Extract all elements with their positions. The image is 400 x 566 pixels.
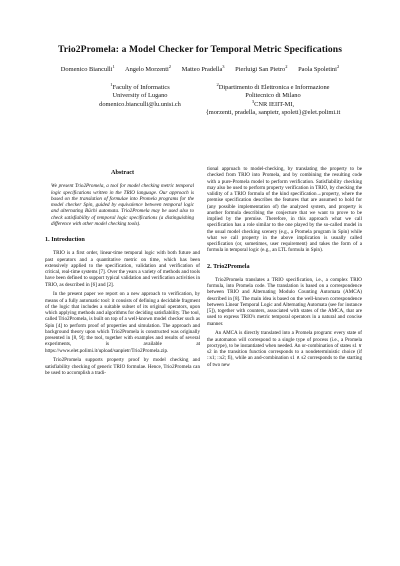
section-heading-trio2promela: 2. Trio2Promela <box>207 262 250 270</box>
author-list <box>0 66 400 73</box>
affiliation-mark: 3 <box>251 98 255 104</box>
affiliation-line: Faculty of Informatics <box>112 84 170 91</box>
affiliation-mark: 1 <box>110 82 113 87</box>
intro-paragraph: Trio2Promela supports property proof by model checking and satisfiability checking of generic TRIO formulae. Hence, Trio2Promela can be used to accomplish a tradi- <box>45 357 200 376</box>
body-paragraph: tional approach to model-checking, by translating the property to be checked from TRIO into Promela, and by combining the resulting code with a pure-Promela model to perform verification. Satisfiability checking may also be used to perform property verification in TRIO, by checking the validity of a TRIO formula of the kind specification→property, where the premise specification describes the features that are assumed to hold for (any possible implementation of) the analyzed system, and property is another formula describing the conjecture that we want to prove to be implied by the premise. Therefore, in this approach what we call specification has a role similar to the one played by the so-called model in the usual model checking scenery (e.g., a Promela program in Spin) while what we call property in the above implication is usually called specification (or, sometimes, user requirement) and takes the form of a formula in temporal logic (e.g., an LTL formula in Spin). <box>207 166 362 254</box>
author-name: Domenico Bianculli <box>60 66 113 73</box>
author-affiliation-mark: 2 <box>336 64 340 69</box>
author-name: Paola Spoletini <box>298 66 337 73</box>
author-email: domenico.bianculli@lu.unisi.ch <box>99 100 181 108</box>
affiliation-mark: 2 <box>216 82 219 87</box>
author-affiliation-mark: 3 <box>222 64 225 69</box>
paper-title: Trio2Promela: a Model Checker for Temporal Metric Specifications <box>57 44 343 55</box>
affiliation-left <box>80 84 200 109</box>
author-affiliation-mark: 2 <box>285 64 288 69</box>
section2-paragraph: An AMCA is directly translated into a Promela program: every state of the automaton will correspond to a single type of process (i.e., a Promela proctype), to be instantiated when needed. An or-combination of states s1 ∨ s2 in the transition function corresponds to a nondeterministic choice (if ::s1; ::s2; fi), while an and-combination s1 ∧ s2 corresponds to the starting of two new <box>207 330 362 368</box>
abstract-heading: Abstract <box>110 169 135 176</box>
section-heading-introduction: 1. Introduction <box>45 236 85 243</box>
abstract-text: We present Trio2Promela, a tool for model checking metric temporal logic specifications written in the TRIO language. Our approach is based on the translation of formulae into Promela programs for the model checker Spin, guided by equivalence between temporal logic and alternating Büchi automata. Trio2Promela may be used also to check satisfiability of temporal logic specifications (a distinguishing difference with other model checking tools). <box>51 183 194 227</box>
left-column <box>45 166 200 380</box>
author-affiliation-mark: 1 <box>112 64 115 69</box>
intro-paragraph: In the present paper we report on a new approach to verification, by means of a fully automatic tool: it consists of defining a decidable fragment of the logic that includes a suitable subset of its original operators, upon which applying methods and algorithms for deciding satisfiability. The tool, called Trio2Promela, is built on top of a well-known model checker such as Spin [4] to perform proof of properties and simulation. The approach and background theory upon which Trio2Promela is constructed was originally presented in [8, 9]; the tool, together with examples and results of several experiments, is available at https://www.elet.polimi.it/upload/sanpietr/Trio2Promela.zip. <box>45 291 200 354</box>
section2-paragraph: Trio2Promela translates a TRIO specification, i.e., a complex TRIO formula, into Promela code. The translation is based on a correspondence between TRIO and Alternating Modulo Counting Automata (AMCA) described in [8]. The main idea is based on the well-known correspondence between Linear Temporal Logic and Alternating Automata (see for instance [5]), together with counters, associated with states of the AMCA, that are used to express TRIO's metric temporal operators in a natural and concise manner. <box>207 276 362 327</box>
right-column <box>207 166 362 371</box>
intro-paragraph: TRIO is a first order, linear-time temporal logic with both future and past operators and a quantitative metric on time, which has been extensively applied to the specification, validation and verification of critical, real-time systems [7]. Over the years a variety of methods and tools have been defined to support typical validation and verification activities in TRIO, as described in [6] and [2]. <box>45 250 200 288</box>
affiliation-right <box>198 84 348 117</box>
author-affiliation-mark: 2 <box>168 64 172 69</box>
affiliation-line: Dipartimento di Elettronica e Informazione <box>218 84 330 91</box>
author-name: Angelo Morzenti <box>124 66 169 73</box>
affiliation-line: Politecnico di Milano <box>245 92 301 100</box>
author-name: Matteo Pradella <box>181 66 223 73</box>
author-email: {morzenti, pradella, sanpietr, spoleti}@elet.polimi.it <box>205 108 341 116</box>
affiliation-line: University of Lugano <box>112 92 168 100</box>
affiliation-line: CNR IEIIT-MI, <box>254 100 295 108</box>
author-name: Pierluigi San Pietro <box>235 66 286 73</box>
